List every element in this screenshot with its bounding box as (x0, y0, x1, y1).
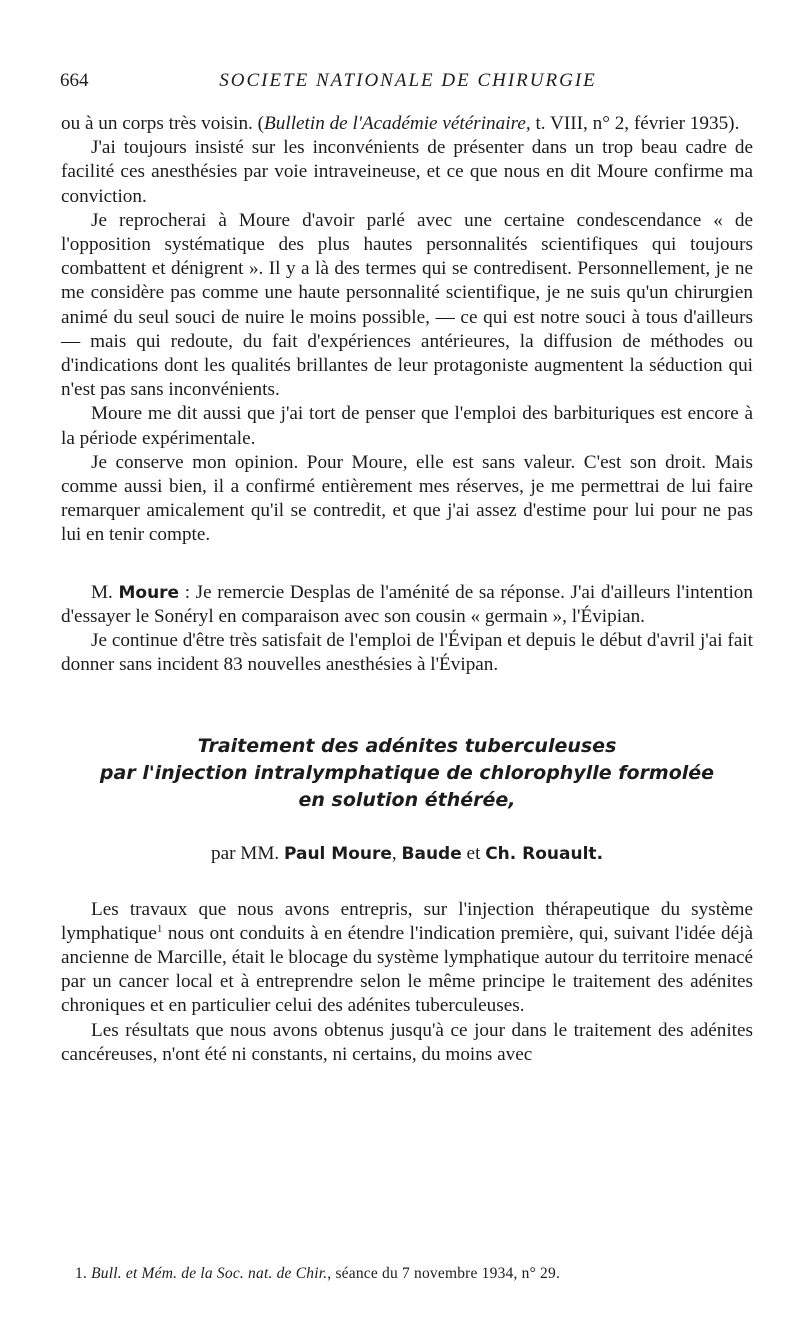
footnote (75, 1265, 755, 1283)
spacer (61, 548, 753, 581)
paragraph-6 (61, 581, 753, 629)
article-title-line-1: Traitement des adénites tuberculeuses (197, 735, 617, 758)
author-1: Paul Moure (283, 844, 392, 865)
speaker-name: Moure (118, 582, 180, 603)
author-2: Baude (401, 844, 462, 865)
running-header (60, 70, 756, 98)
authors-separator: , (391, 843, 402, 865)
author-3: Ch. Rouault (485, 844, 597, 865)
authors-prefix: par MM. (210, 843, 284, 865)
paragraph-3: Je reprocherai à Moure d'avoir parlé avec une certaine condescendance « de l'opposition systématique des plus hautes personnalités scientifiques qui toujours combattent et dénigrent ». Il y a là des termes qui se contredisent. Personnellement, je ne me considère pas comme une haute personnalité scientifique, je ne suis qu'un chirurgien animé du seul souci de nuire le moins possible, — ce qui est notre souci à tous d'ailleurs — mais qui redoute, du fait d'expériences antérieures, la diffusion de méthodes ou d'indications dont les qualités brillantes de leur protagoniste augmentent la séduction qui n'est pas sans inconvénients. (61, 209, 753, 401)
paragraph-1-text: ou à un corps très voisin. ( (61, 113, 265, 134)
page-number: 664 (60, 70, 89, 91)
footnote-reference: Bull. et Mém. de la Soc. nat. de Chir. (91, 1265, 328, 1282)
paragraph-5: Je conserve mon opinion. Pour Moure, elle est sans valeur. C'est son droit. Mais comme aussi bien, il a confirmé entièrement mes réserves, je me permettrai de lui faire remarquer amicalement qu'il se contredit, et que j'ai assez d'estime pour lui pour ne pas lui en tenir compte. (61, 451, 753, 546)
paragraph-2: J'ai toujours insisté sur les inconvénients de présenter dans un trop beau cadre de facilité ces anesthésies par voie intraveineuse, et ce que nous en dit Moure confirme ma conviction. (61, 137, 753, 207)
paragraph-9: Les résultats que nous avons obtenus jusqu'à ce jour dans le traitement des adénites cancéreuses, n'ont été ni constants, ni certains, du moins avec (61, 1019, 753, 1065)
bulletin-reference: Bulletin de l'Académie vétérinaire, (264, 113, 531, 134)
paragraph-1-text-end: t. VIII, n° 2, février 1935). (530, 113, 740, 134)
article-title (61, 733, 753, 814)
article-authors (61, 842, 753, 866)
paragraph-8-text-end: nous ont conduits à en étendre l'indication première, qui, suivant l'idée déjà ancienne de Marcille, était le blocage du système lymphatique autour du territoire menacé par un cancer local et à entreprendre selon le même principe le traitement des adénites chroniques et en particulier celui des adénites tuberculeuses. (61, 922, 753, 1017)
article-title-line-2: par l'injection intralymphatique de chlorophylle formolée (99, 762, 715, 785)
authors-separator: et (461, 843, 486, 865)
paragraph-7: Je continue d'être très satisfait de l'emploi de l'Évipan et depuis le début d'avril j'ai fait donner sans incident 83 nouvelles anesthésies à l'Évipan. (61, 630, 753, 676)
authors-end: . (596, 844, 604, 865)
paragraph-8 (61, 898, 753, 1019)
paragraph-4: Moure me dit aussi que j'ai tort de penser que l'emploi des barbituriques est encore à la période expérimentale. (61, 403, 753, 449)
footnote-marker: 1 (156, 922, 163, 935)
article-title-line-3: en solution éthérée, (298, 789, 516, 812)
speaker-prefix: M. (91, 581, 119, 603)
footnote-text: , séance du 7 novembre 1934, n° 29. (327, 1265, 561, 1282)
paragraph-8-text: Les travaux que nous avons entrepris, sur l'injection thérapeutique du système lymphatique (61, 898, 753, 944)
spacer (61, 867, 753, 898)
running-title: SOCIETE NATIONALE DE CHIRURGIE (219, 70, 597, 91)
paragraph-1 (61, 112, 753, 136)
footnote-number: 1. (75, 1265, 92, 1282)
paragraph-6-text: : Je remercie Desplas de l'aménité de sa réponse. J'ai d'ailleurs l'intention d'essayer le Sonéryl en comparaison avec son cousin « germain », l'Évipian. (61, 581, 753, 627)
article-body (61, 112, 753, 1067)
